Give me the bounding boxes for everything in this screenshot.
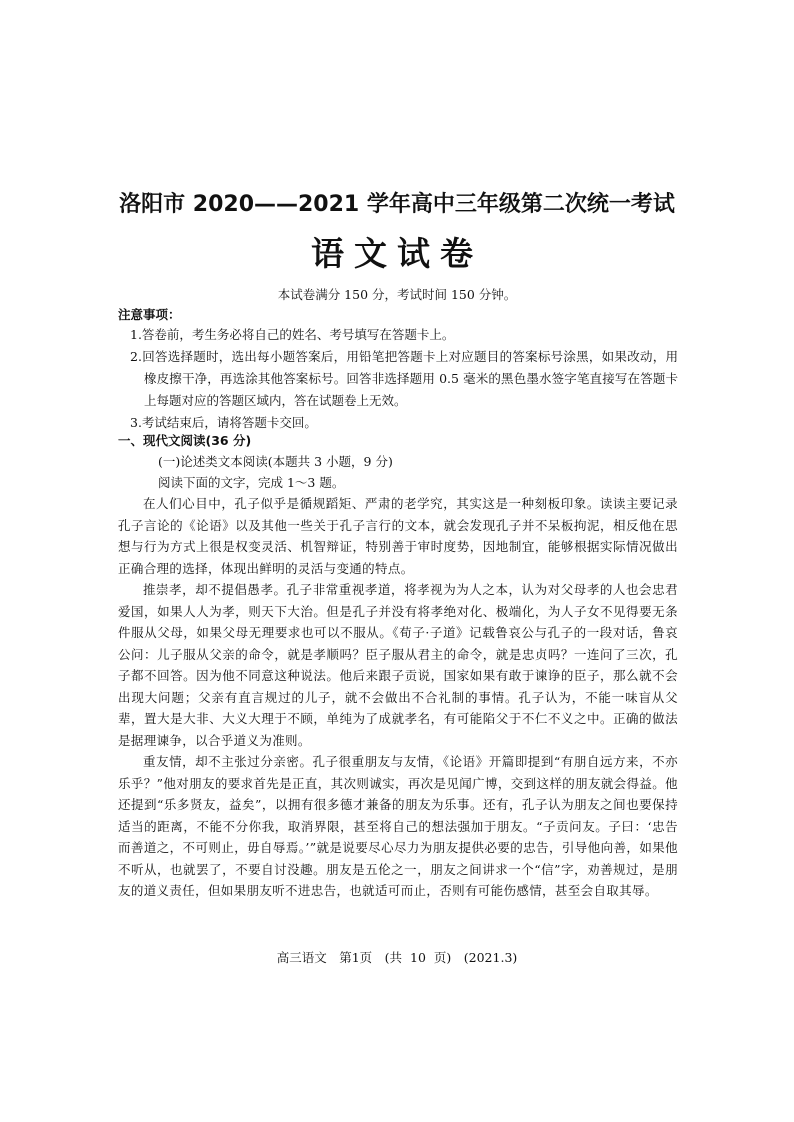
exam-title: 洛阳市 2020——2021 学年高中三年级第二次统一考试: [119, 192, 675, 217]
exam-info: 本试卷满分 150 分，考试时间 150 分钟。: [277, 287, 517, 302]
subject-title: 语文试卷: [311, 234, 483, 273]
notes-list: [118, 324, 678, 434]
page-footer: 高三语文 第1页 (共 10 页) (2021.3): [276, 950, 518, 965]
notes-heading: 注意事项：: [118, 307, 181, 322]
note-item: 2.回答选择题时，选出每小题答案后，用铅笔把答题卡上对应题目的答案标号涂黑，如果改动，用橡皮擦干净，再选涂其他答案标号。回答非选择题用 0.5 毫米的黑色墨水签字笔直接写在答题卡上每题对应的答题区域内，答在试题卷上无效。: [130, 349, 678, 408]
passage-paragraph: 重友情，却不主张过分亲密。孔子很重朋友与友情，《论语》开篇即提到“有朋自远方来，不亦乐乎？”他对朋友的要求首先是正直，其次则诚实，再次是见闻广博，交到这样的朋友就会得益。他还提到“乐多贤友，益矣”，以拥有很多德才兼备的朋友为乐事。还有，孔子认为朋友之间也要保持适当的距离，不能不分你我，取消界限，甚至将自己的想法强加于朋友。“子贡问友。子曰：‘忠告而善道之，不可则止，毋自辱焉。’”就是说要尽心尽力为朋友提供必要的忠告，引导他向善，如果他不听从，也就罢了，不要自讨没趣。朋友是五伦之一，朋友之间讲求一个“信”字，劝善规过，是朋友的道义责任，但如果朋友听不进忠告，也就适可而止，否则有可能伤感情，甚至会自取其辱。: [118, 754, 678, 898]
note-item: 1.答卷前，考生务必将自己的姓名、考号填写在答题卡上。: [130, 327, 455, 342]
passage-paragraph: 推崇孝，却不提倡愚孝。孔子非常重视孝道，将孝视为为人之本，认为对父母孝的人也会忠君爱国，如果人人为孝，则天下大治。但是孔子并没有将孝绝对化、极端化，为人子女不见得要无条件服从父母，如果父母无理要求也可以不服从。《荀子·子道》记载鲁哀公与孔子的一段对话，鲁哀公问：儿子服从父亲的命令，就是孝顺吗？臣子服从君主的命令，就是忠贞吗？一连问了三次，孔子都不回答。因为他不同意这种说法。他后来跟子贡说，国家如果有敢于谏诤的臣子，那么就不会出现大问题；父亲有直言规过的儿子，就不会做出不合礼制的事情。孔子认为，不能一味盲从父辈，置大是大非、大义大理于不顾，单纯为了成就孝名，有可能陷父于不仁不义之中。正确的做法是据理谏争，以合乎道义为准则。: [118, 582, 678, 748]
reading-instruction: 阅读下面的文字，完成 1～3 题。: [158, 475, 345, 490]
passage-paragraph: 在人们心目中，孔子似乎是循规蹈矩、严肃的老学究，其实这是一种刻板印象。读读主要记录孔子言论的《论语》以及其他一些关于孔子言行的文本，就会发现孔子并不呆板拘泥，相反他在思想与行为方式上很是权变灵活、机智辩证，特别善于审时度势，因地制宜，能够根据实际情况做出正确合理的选择，体现出鲜明的灵活与变通的特点。: [118, 496, 678, 576]
note-item: 3.考试结束后，请将答题卡交回。: [130, 415, 317, 430]
subsection-heading: (一)论述类文本阅读(本题共 3 小题，9 分): [158, 454, 393, 469]
reading-passage: [118, 493, 678, 902]
section-heading: 一、现代文阅读(36 分): [118, 433, 252, 448]
